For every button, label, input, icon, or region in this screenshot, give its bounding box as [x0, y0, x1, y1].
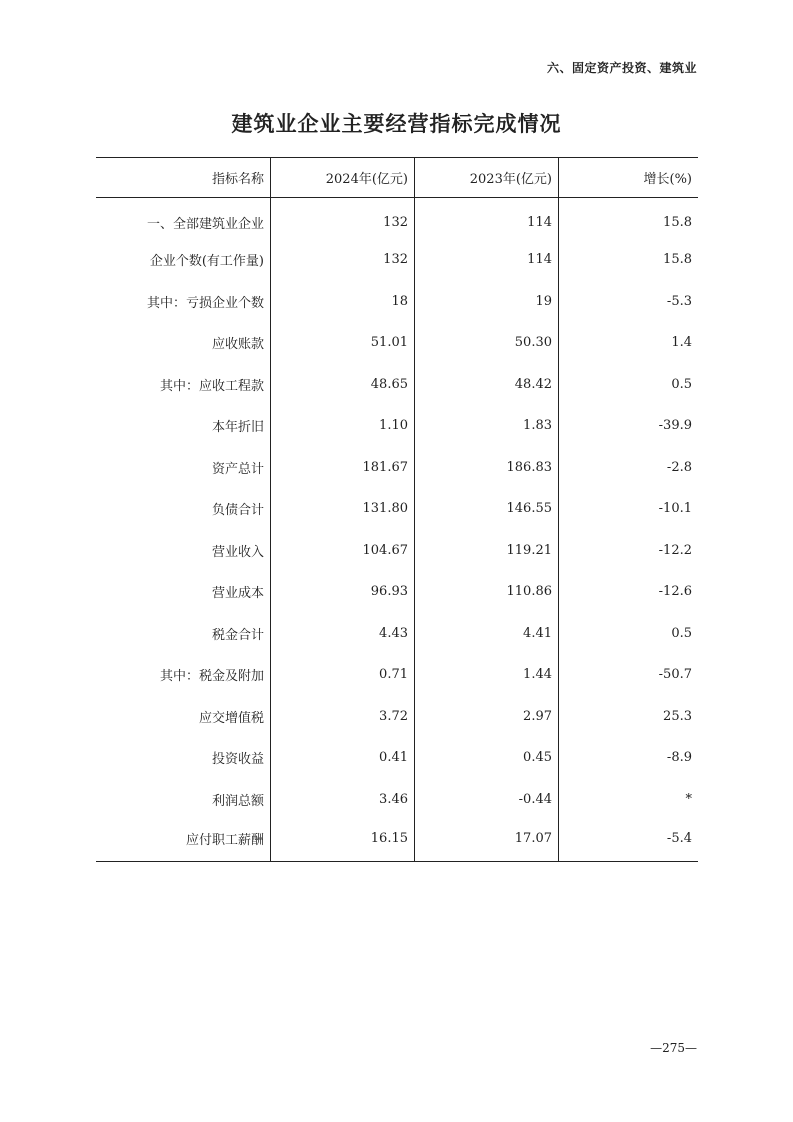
- value-2024-cell: 18: [271, 281, 415, 323]
- value-2023-cell: 1.83: [415, 405, 559, 447]
- column-header-2023: 2023年(亿元): [415, 158, 559, 198]
- row-name-cell: 应付职工薪酬: [96, 820, 271, 862]
- table-row: [96, 571, 698, 613]
- table-row: [96, 488, 698, 530]
- row-name-cell: 负债合计: [96, 488, 271, 530]
- growth-cell: -8.9: [666, 750, 692, 766]
- row-name-cell: 其中：应收工程款: [96, 364, 271, 406]
- table-header-row: [96, 158, 698, 198]
- row-name-cell: 利润总额: [96, 779, 271, 821]
- row-name-cell: 资产总计: [96, 447, 271, 489]
- value-2023-cell: 1.44: [415, 654, 559, 696]
- value-2024-cell: 104.67: [271, 530, 415, 572]
- growth-cell: -50.7: [658, 667, 692, 683]
- table-row: [96, 447, 698, 489]
- growth-cell: 25.3: [663, 708, 692, 724]
- table-row: [96, 779, 698, 821]
- value-2023-cell: 114: [415, 198, 559, 240]
- table-row: [96, 696, 698, 738]
- table-row: [96, 405, 698, 447]
- growth-cell: 1.4: [671, 335, 692, 351]
- value-2024-cell: 51.01: [271, 322, 415, 364]
- value-2023-cell: 50.30: [415, 322, 559, 364]
- value-2023-cell: 2.97: [415, 696, 559, 738]
- value-2024-cell: 16.15: [271, 820, 415, 862]
- growth-cell: -5.4: [559, 820, 699, 862]
- row-name-cell: 其中：亏损企业个数: [96, 281, 271, 323]
- value-2023-cell: 4.41: [415, 613, 559, 655]
- table-row: [96, 364, 698, 406]
- value-2024-cell: 131.80: [271, 488, 415, 530]
- row-name-cell: 其中：税金及附加: [96, 654, 271, 696]
- value-2024-cell: 1.10: [271, 405, 415, 447]
- row-name-cell: 营业成本: [96, 571, 271, 613]
- growth-cell: -2.8: [666, 459, 692, 475]
- value-2023-cell: 17.07: [415, 820, 559, 862]
- growth-cell: -12.2: [658, 542, 692, 558]
- row-name-cell: 投资收益: [96, 737, 271, 779]
- row-name-cell: 税金合计: [96, 613, 271, 655]
- row-name-cell: 一、全部建筑业企业: [96, 198, 271, 240]
- growth-cell: -10.1: [658, 501, 692, 517]
- row-name-cell: 应交增值税: [96, 696, 271, 738]
- value-2023-cell: 48.42: [415, 364, 559, 406]
- column-header-name: 指标名称: [96, 158, 271, 198]
- table-row: [96, 239, 698, 281]
- table-row: [96, 530, 698, 572]
- value-2023-cell: 19: [415, 281, 559, 323]
- growth-cell: 15.8: [663, 215, 692, 230]
- value-2024-cell: 181.67: [271, 447, 415, 489]
- growth-cell: -12.6: [658, 584, 692, 600]
- growth-cell: *: [685, 791, 692, 807]
- page-number: —275—: [650, 1041, 697, 1055]
- growth-cell: 0.5: [671, 625, 692, 641]
- value-2023-cell: 114: [415, 239, 559, 281]
- table-row: [96, 322, 698, 364]
- table-row: [96, 198, 698, 240]
- table-row: [96, 820, 698, 862]
- table-body: [96, 198, 698, 862]
- indicators-table: [96, 157, 698, 862]
- value-2023-cell: 0.45: [415, 737, 559, 779]
- value-2024-cell: 4.43: [271, 613, 415, 655]
- row-name-cell: 应收账款: [96, 322, 271, 364]
- column-header-2024: 2024年(亿元): [271, 158, 415, 198]
- value-2024-cell: 96.93: [271, 571, 415, 613]
- table-row: [96, 613, 698, 655]
- value-2023-cell: 119.21: [415, 530, 559, 572]
- value-2023-cell: 146.55: [415, 488, 559, 530]
- value-2023-cell: -0.44: [415, 779, 559, 821]
- value-2024-cell: 3.46: [271, 779, 415, 821]
- page-title: 建筑业企业主要经营指标完成情况: [231, 112, 562, 136]
- value-2023-cell: 186.83: [415, 447, 559, 489]
- value-2024-cell: 3.72: [271, 696, 415, 738]
- value-2024-cell: 48.65: [271, 364, 415, 406]
- value-2024-cell: 0.71: [271, 654, 415, 696]
- table-row: [96, 281, 698, 323]
- table-row: [96, 654, 698, 696]
- row-name-cell: 营业收入: [96, 530, 271, 572]
- growth-cell: -5.3: [666, 293, 692, 309]
- growth-cell: 15.8: [663, 252, 692, 268]
- value-2024-cell: 0.41: [271, 737, 415, 779]
- value-2024-cell: 132: [271, 239, 415, 281]
- value-2023-cell: 110.86: [415, 571, 559, 613]
- growth-cell: -39.9: [658, 418, 692, 434]
- row-name-cell: 企业个数(有工作量): [96, 239, 271, 281]
- growth-cell: 0.5: [671, 376, 692, 392]
- row-name-cell: 本年折旧: [96, 405, 271, 447]
- table-row: [96, 737, 698, 779]
- value-2024-cell: 132: [271, 198, 415, 240]
- section-header: 六、固定资产投资、建筑业: [546, 61, 697, 75]
- column-header-growth: 增长(%): [559, 158, 699, 198]
